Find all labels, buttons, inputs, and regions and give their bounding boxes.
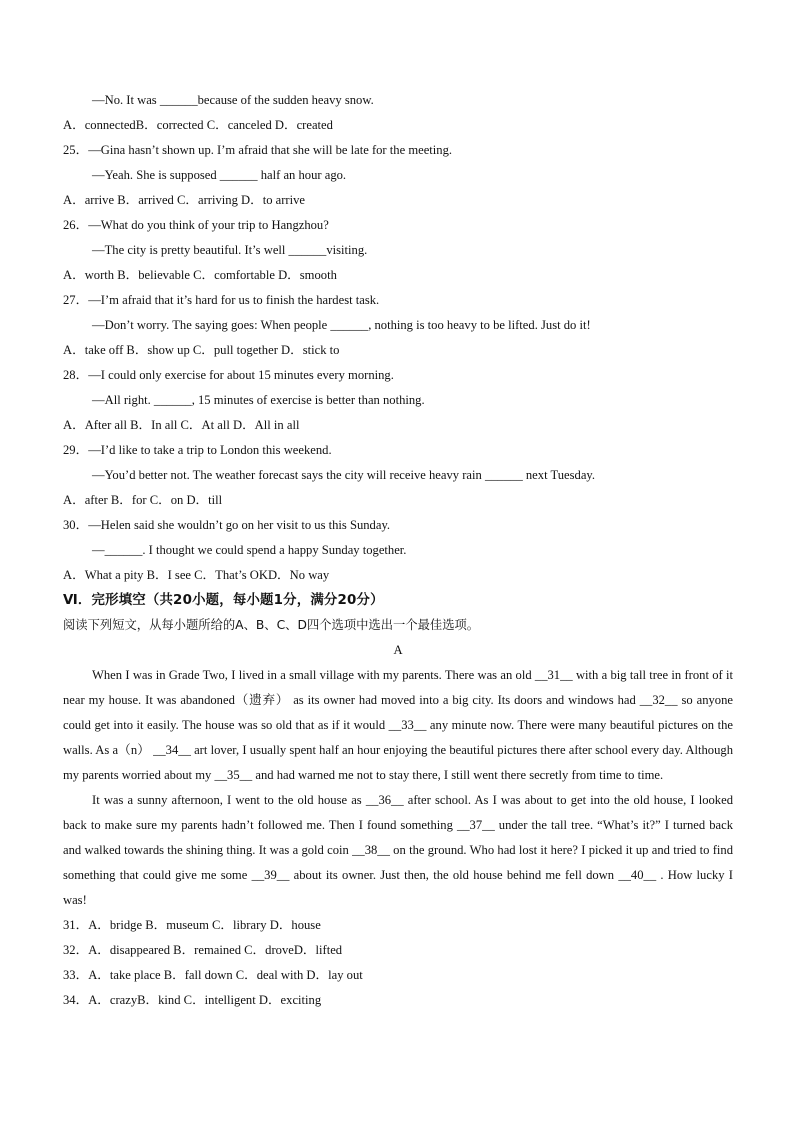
question-29-reply: —You’d better not. The weather forecast says the city will receive heavy rain ______ next Tuesday. bbox=[92, 468, 596, 482]
passage-label: A bbox=[393, 643, 403, 657]
question-29-prompt: 29．—I’d like to take a trip to London this weekend. bbox=[63, 443, 332, 457]
question-25-options: A．arrive B．arrived C．arriving D．to arrive bbox=[63, 193, 306, 207]
question-33-options: 33．A．take place B．fall down C．deal with D．lay out bbox=[63, 968, 363, 982]
question-28-prompt: 28．—I could only exercise for about 15 minutes every morning. bbox=[63, 368, 394, 382]
question-27-prompt: 27．—I’m afraid that it’s hard for us to finish the hardest task. bbox=[63, 293, 380, 307]
section-instruction: 阅读下列短文，从每小题所给的A、B、C、D四个选项中选出一个最佳选项。 bbox=[63, 618, 480, 632]
question-28-reply: —All right. ______, 15 minutes of exercise is better than nothing. bbox=[92, 393, 425, 407]
passage bbox=[63, 663, 733, 913]
question-30-options: A．What a pity B．I see C．That’s OKD．No way bbox=[63, 568, 330, 582]
question-26-options: A．worth B．believable C．comfortable D．smooth bbox=[63, 268, 337, 282]
question-24-reply: —No. It was ______because of the sudden heavy snow. bbox=[92, 93, 374, 107]
question-27-reply: —Don’t worry. The saying goes: When people ______, nothing is too heavy to be lifted. Just do it! bbox=[92, 318, 591, 332]
question-28-options: A．After all B．In all C．At all D．All in all bbox=[63, 418, 300, 432]
question-25-prompt: 25．—Gina hasn’t shown up. I’m afraid that she will be late for the meeting. bbox=[63, 143, 453, 157]
question-27-options: A．take off B．show up C．pull together D．stick to bbox=[63, 343, 340, 357]
question-31-options: 31．A．bridge B．museum C．library D．house bbox=[63, 918, 321, 932]
question-24-options: A．connectedB．corrected C．canceled D．created bbox=[63, 118, 333, 132]
question-32-options: 32．A．disappeared B．remained C．droveD．lifted bbox=[63, 943, 343, 957]
question-34-options: 34．A．crazyB．kind C．intelligent D．exciting bbox=[63, 993, 322, 1007]
question-26-reply: —The city is pretty beautiful. It’s well ______visiting. bbox=[92, 243, 368, 257]
exam-page bbox=[63, 88, 733, 1013]
question-29-options: A．after B．for C．on D．till bbox=[63, 493, 223, 507]
passage-paragraph: When I was in Grade Two, I lived in a small village with my parents. There was an old __31__ with a big tall tree in front of it near my house. It was abandoned（遗弃） as its owner had moved into a big city. Its doors and windows had __32__ so anyone could get into it easily. The house was so old that as if it would __33__ any minute now. There were many beautiful pictures on the walls. As a（n） __34__ art lover, I usually spent half an hour enjoying the beautiful pictures there after school every day. Although my parents worried about my __35__ and had warned me not to stay there, I still went there secretly from time to time. bbox=[63, 668, 733, 782]
question-30-prompt: 30．—Helen said she wouldn’t go on her visit to us this Sunday. bbox=[63, 518, 391, 532]
question-25-reply: —Yeah. She is supposed ______ half an hour ago. bbox=[92, 168, 347, 182]
section-title: Ⅵ．完形填空（共20小题，每小题1分，满分20分） bbox=[63, 593, 384, 608]
question-26-prompt: 26．—What do you think of your trip to Hangzhou? bbox=[63, 218, 329, 232]
passage-paragraph: It was a sunny afternoon, I went to the old house as __36__ after school. As I was about to get into the old house, I looked back to make sure my parents hadn’t followed me. Then I found something __37__ under the tall tree. “What’s it?” I turned back and walked towards the shining thing. It was a gold coin __38__ on the ground. Who had lost it here? I picked it up and tried to find something that could give me some __39__ about its owner. Just then, the old house behind me fell down __40__ . How lucky I was! bbox=[63, 793, 733, 907]
question-30-reply: —______. I thought we could spend a happy Sunday together. bbox=[92, 543, 407, 557]
